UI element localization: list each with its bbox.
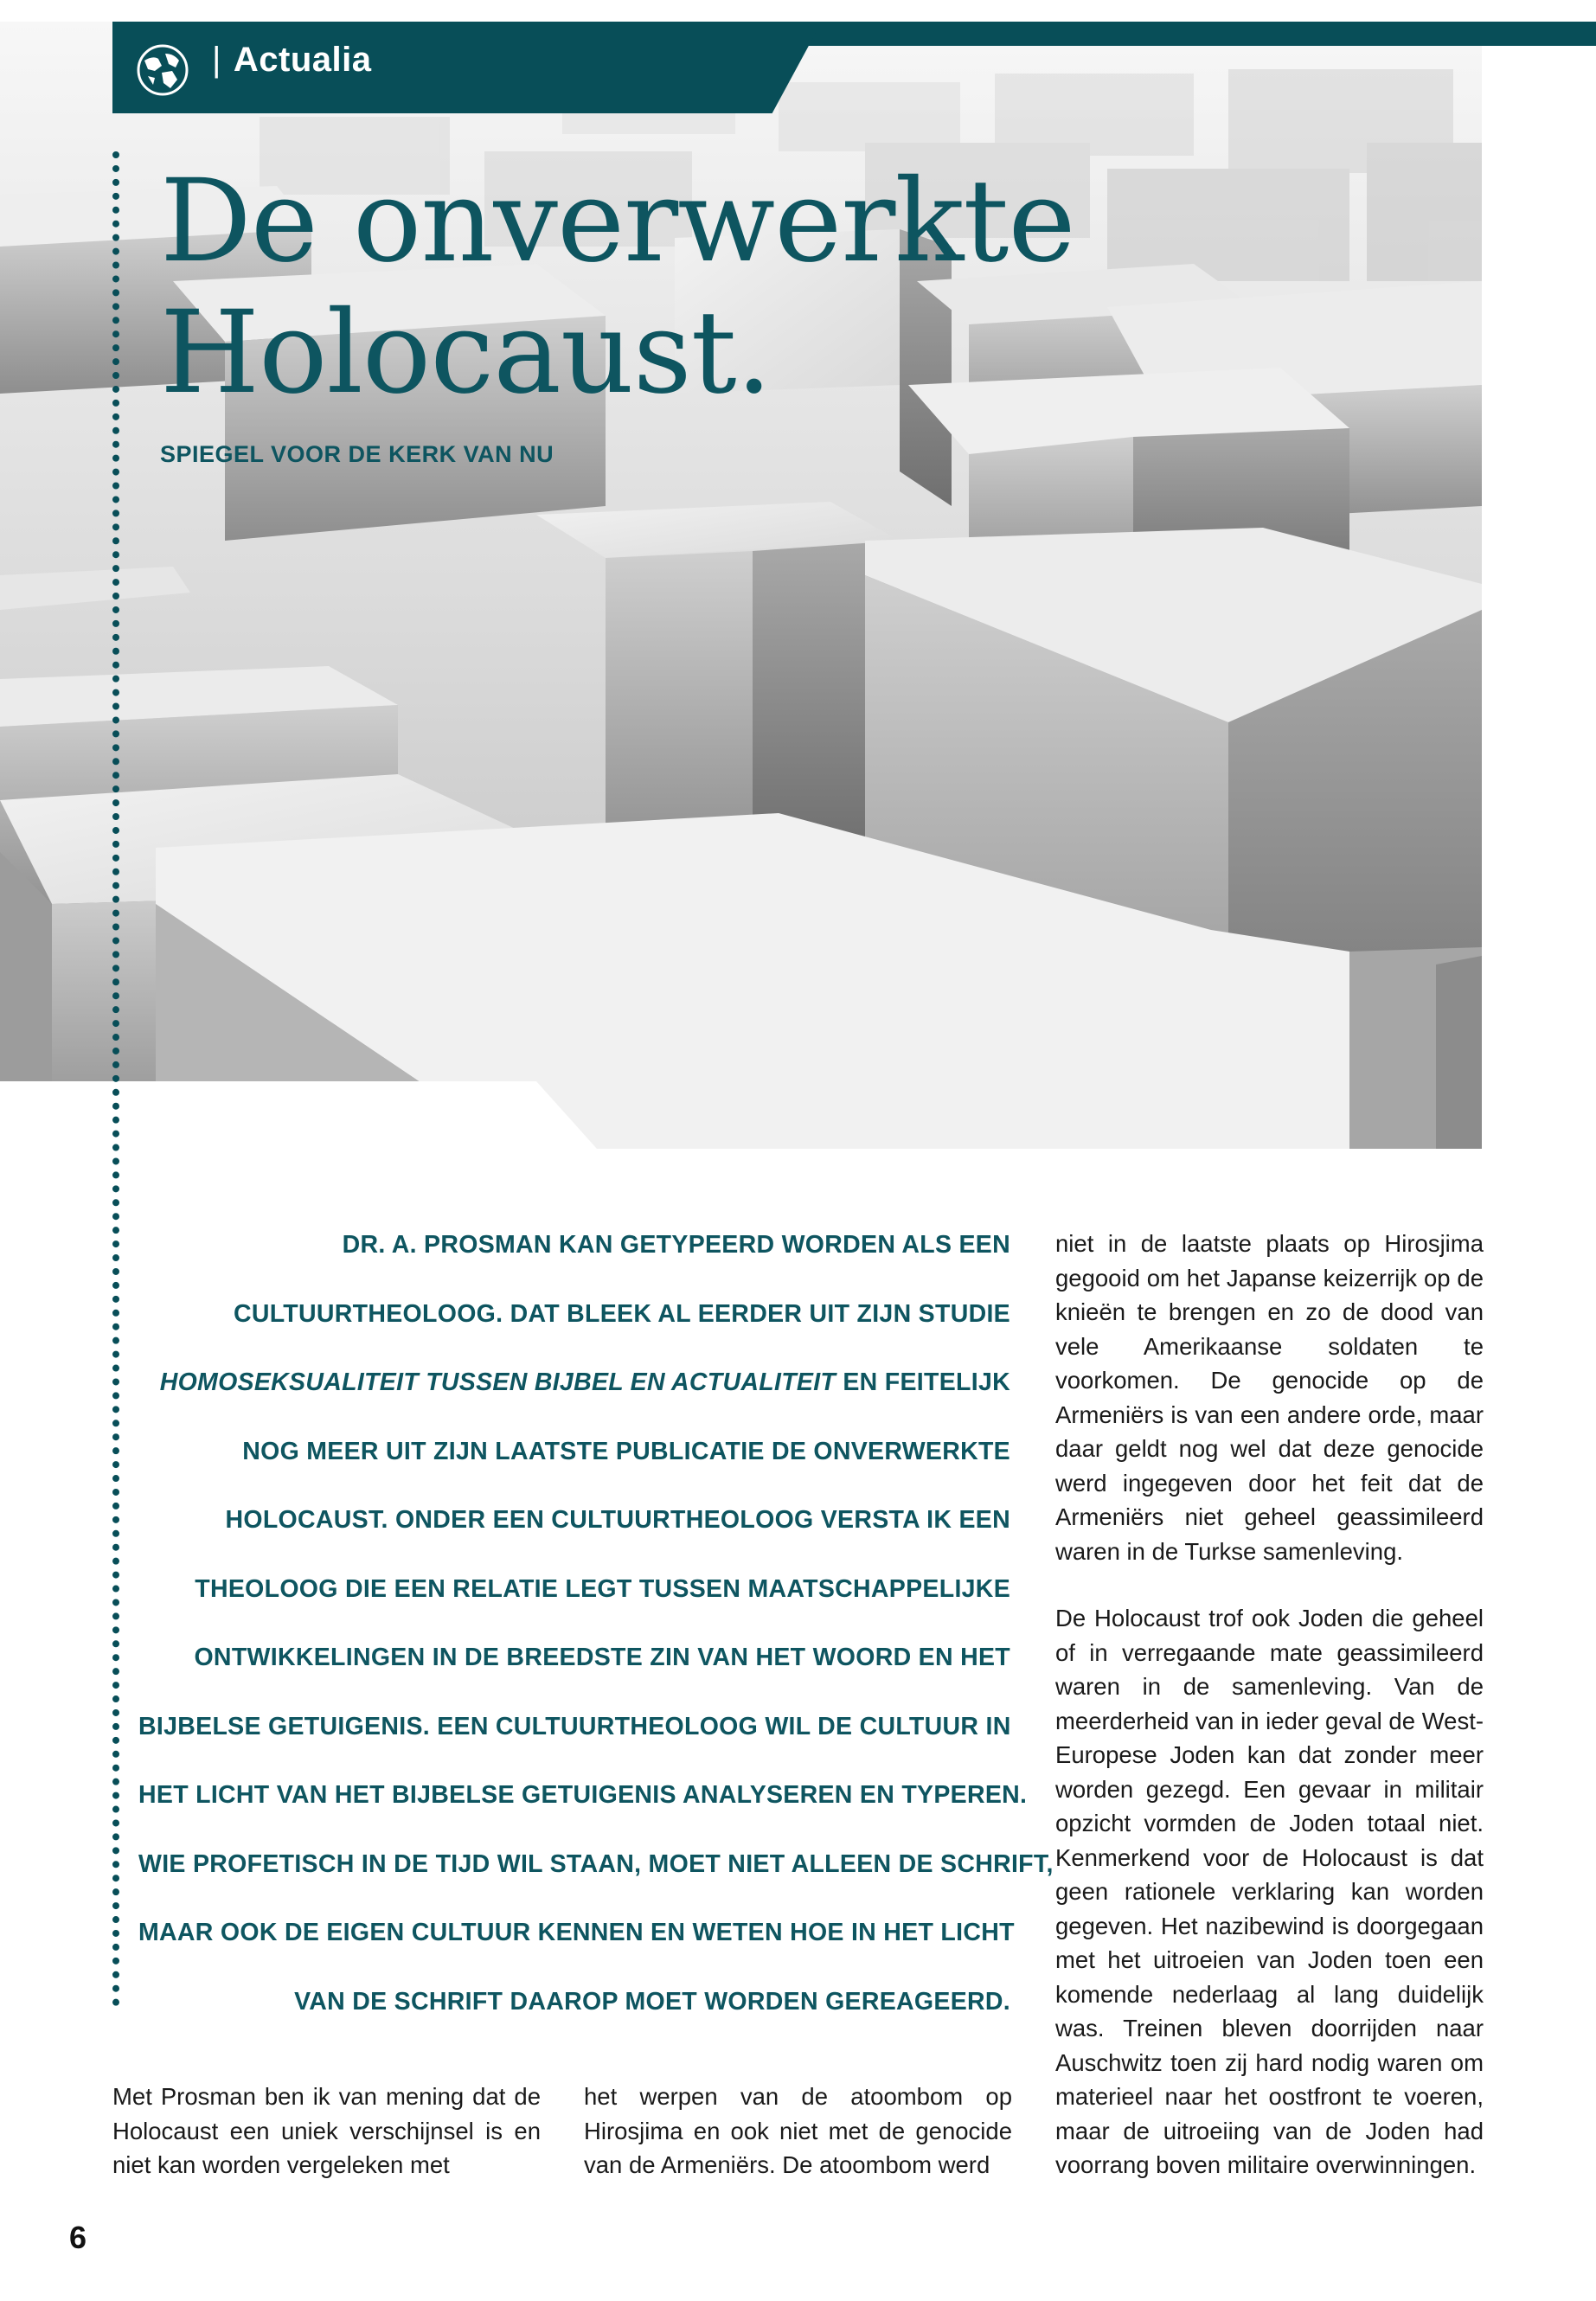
body-paragraph: De Holocaust trof ook Joden die geheel of in verregaande mate geassimileerd waren in de samenleving. Van de meerderheid van in ieder geval de West-Europese Joden kan dat zonder meer worden gezegd. Een gevaar in militair opzicht vormden de Joden totaal niet. Kenmerkend voor de Holocaust is dat geen rationele verklaring kan worden gegeven. Het nazibewind is doorgegaan met het uitroeien van Joden toen een komende nederlaag al lang duidelijk was. Treinen bleven doorrijden naar Auschwitz toen zij hard nodig waren om materieel naar het oostfront te voeren, maar de uitroeiing van de Joden had voorrang boven militaire overwinningen. <box>1055 1605 1484 2178</box>
title-line-2: Holocaust. <box>160 286 772 420</box>
body-column-1 <box>112 2080 541 2182</box>
globe-icon <box>136 43 189 97</box>
intro-line <box>138 1349 1010 1418</box>
article-subtitle: SPIEGEL VOOR DE KERK VAN NU <box>160 441 554 467</box>
body-column-3 <box>1055 1227 1484 2182</box>
intro-line-rest: EN FEITELIJK <box>836 1368 1010 1396</box>
section-name: Actualia <box>233 41 372 79</box>
intro-line: ONTWIKKELINGEN IN DE BREEDSTE ZIN VAN HET WOORD EN HET <box>194 1644 1010 1671</box>
intro-line: CULTUURTHEOLOOG. DAT BLEEK AL EERDER UIT ZIJN STUDIE <box>233 1299 1010 1328</box>
intro-line: HET LICHT VAN HET BIJBELSE GETUIGENIS ANALYSEREN EN TYPEREN. <box>138 1781 1028 1809</box>
body-paragraph: Met Prosman ben ik van mening dat de Holocaust een uniek verschijnsel is en niet kan worden vergeleken met <box>112 2083 541 2178</box>
body-paragraph: het werpen van de atoombom op Hirosjima en ook niet met de genocide van de Armeniërs. De atoombom werd <box>584 2083 1012 2178</box>
intro-text <box>138 1211 1054 2036</box>
intro-book-title: HOMOSEKSUALITEIT TUSSEN BIJBEL EN ACTUALITEIT <box>159 1368 836 1396</box>
title-line-1: De onverwerkte <box>160 155 1075 288</box>
body-paragraph: niet in de laatste plaats op Hirosjima gegooid om het Japanse keizerrijk op de knieën te brengen en zo de dood van vele Amerikaanse soldaten te voorkomen. De genocide op de Armeniërs is van een andere orde, maar daar geldt nog wel dat deze genocide werd ingegeven door het feit dat de Armeniërs niet geheel geassimileerd waren in de Turkse samenleving. <box>1055 1230 1484 1565</box>
intro-line: NOG MEER UIT ZIJN LAATSTE PUBLICATIE DE ONVERWERKTE <box>242 1437 1010 1465</box>
section-separator: | <box>212 41 221 79</box>
body-column-2 <box>584 2080 1012 2182</box>
dotted-rule <box>112 151 119 2007</box>
intro-line: DR. A. PROSMAN KAN GETYPEERD WORDEN ALS EEN <box>342 1231 1010 1259</box>
section-label <box>212 41 372 80</box>
intro-line: WIE PROFETISCH IN DE TIJD WIL STAAN, MOET NIET ALLEEN DE SCHRIFT, <box>138 1849 1054 1878</box>
intro-line: MAAR OOK DE EIGEN CULTUUR KENNEN EN WETEN HOE IN HET LICHT <box>138 1919 1015 1946</box>
intro-line: VAN DE SCHRIFT DAAROP MOET WORDEN GEREAGEERD. <box>294 1987 1010 2016</box>
intro-line: THEOLOOG DIE EEN RELATIE LEGT TUSSEN MAATSCHAPPELIJKE <box>195 1574 1010 1603</box>
article-title <box>160 156 1075 419</box>
page-number: 6 <box>69 2220 87 2255</box>
intro-line: HOLOCAUST. ONDER EEN CULTUURTHEOLOOG VERSTA IK EEN <box>225 1506 1010 1534</box>
intro-line: BIJBELSE GETUIGENIS. EEN CULTUURTHEOLOOG WIL DE CULTUUR IN <box>138 1712 1011 1740</box>
